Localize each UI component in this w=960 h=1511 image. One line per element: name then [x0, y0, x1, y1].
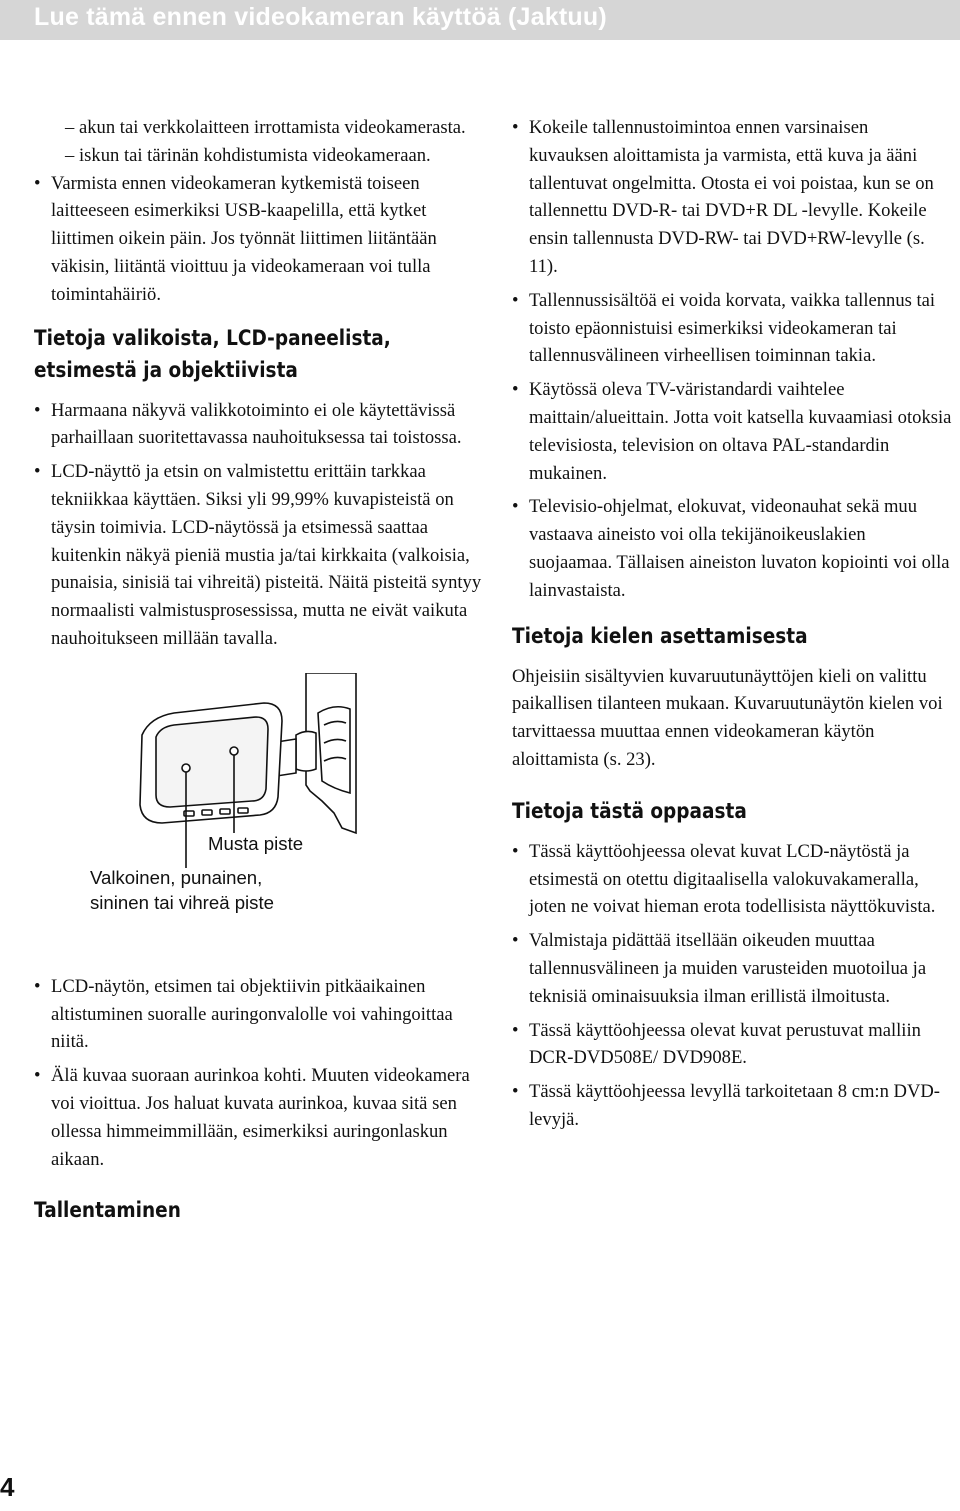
- bullet-lcd-pixels: • LCD-näyttö ja etsin on valmistettu erittäin tarkkaa tekniikkaa käyttäen. Siksi yli 99,99% kuvapisteistä on täysin toimivia. LCD-näytössä ja etsimessä saattaa kuitenkin näkyä pieniä mustia ja/tai kirkkaita (valkoisia, punaisia, sinisiä tai vihreitä) pisteitä. Näitä pisteitä syntyy normaalisti valmistusprosessissa, mutta ne eivät vaikuta nauhoitukseen millään tavalla.: [34, 458, 486, 653]
- dash-item-disconnect: – akun tai verkkolaitteen irrottamista videokamerasta.: [34, 114, 486, 142]
- bullet-sunlight-exposure: • LCD-näytön, etsimen tai objektiivin pitkäaikainen altistuminen suoralle auringonvalolle voi vahingoittaa niitä.: [34, 973, 486, 1056]
- bullet-manual-images: • Tässä käyttöohjeessa olevat kuvat LCD-näytöstä ja etsimestä on otettu digitaalisella valokuvakameralla, joten ne voivat hieman erota todellisista näyttökuvista.: [512, 838, 952, 921]
- left-column: [34, 114, 486, 1237]
- bullet-grey-menu: • Harmaana näkyvä valikkotoiminto ei ole käytettävissä parhaillaan suoritettavassa nauhoituksessa tai toistossa.: [34, 397, 486, 453]
- lcd-figure: [34, 673, 486, 973]
- heading-recording: Tallentaminen: [34, 1198, 181, 1224]
- bullet-sun-shooting: • Älä kuvaa suoraan aurinkoa kohti. Muuten videokamera voi vioittua. Jos haluat kuvata aurinkoa, kuvaa sitä sen ollessa himmeimmillään, esimerkiksi auringonlaskun aikaan.: [34, 1062, 486, 1173]
- bullet-manufacturer-rights: • Valmistaja pidättää itsellään oikeuden muuttaa tallennusvälineen ja muiden varusteiden muotoilua ja teknisiä ominaisuuksia ilman erillistä ilmoitusta.: [512, 927, 952, 1010]
- right-column: [512, 114, 952, 1134]
- page-number: 4: [0, 1472, 15, 1502]
- bullet-tv-standard: • Käytössä oleva TV-väristandardi vaihtelee maittain/alueittain. Jotta voit katsella kuvaamiasi otoksia televisiosta, television on oltava PAL-standardin mukainen.: [512, 376, 952, 487]
- language-paragraph: Ohjeisiin sisältyvien kuvaruutunäyttöjen kieli on valittu paikallisen tilanteen mukaan. Kuvaruutunäytön kielen voi tarvittaessa muuttaa ennen videokameran käytön aloittamista (s. 23).: [512, 665, 943, 770]
- label-white-pixel-line2: sininen tai vihreä piste: [90, 891, 274, 913]
- bullet-copyright: • Televisio-ohjelmat, elokuvat, videonauhat sekä muu vastaava aineisto voi olla tekijänoikeuslakien suojaamaa. Tällaisen aineiston luvaton kopiointi voi olla lainvastaista.: [512, 493, 952, 604]
- heading-language: Tietoja kielen asettamisesta: [512, 623, 808, 649]
- dash-item-shock: – iskun tai tärinän kohdistumista videokameraan.: [34, 142, 486, 170]
- label-white-pixel-line1: Valkoinen, punainen,: [90, 866, 263, 888]
- bullet-test-recording: • Kokeile tallennustoimintoa ennen varsinaisen kuvauksen aloittamista ja varmista, että kuva ja ääni tallentuvat ongelmitta. Otosta ei voi poistaa, kun se on tallennettu DVD-R- tai DVD+R DL -levylle. Kokeile ensin tallennusta DVD-RW- tai DVD+RW-levylle (s. 11).: [512, 114, 952, 281]
- bullet-model-basis: • Tässä käyttöohjeessa olevat kuvat perustuvat malliin DCR-DVD508E/ DVD908E.: [512, 1017, 952, 1073]
- bullet-disc-definition: • Tässä käyttöohjeessa levyllä tarkoitetaan 8 cm:n DVD-levyjä.: [512, 1078, 952, 1134]
- label-black-pixel: Musta piste: [208, 832, 304, 854]
- heading-menus-lcd: Tietoja valikoista, LCD-paneelista, etsimestä ja objektiivista: [34, 325, 391, 383]
- heading-manual: Tietoja tästä oppaasta: [512, 798, 747, 824]
- page-title: Lue tämä ennen videokameran käyttöä (Jaktuu): [34, 3, 607, 31]
- bullet-connect-cable: • Varmista ennen videokameran kytkemistä toiseen laitteeseen esimerkiksi USB-kaapelilla, että kytket liittimen oikein päin. Jos työnnät liittimen liitäntään väkisin, liitäntä vioittuu ja videokameraan voi tulla toimintahäiriö.: [34, 170, 486, 309]
- header-bar: [0, 0, 960, 40]
- bullet-no-compensation: • Tallennussisältöä ei voida korvata, vaikka tallennus tai toisto epäonnistuisi esimerkiksi videokameran tai tallennusvälineen virheellisen toiminnan takia.: [512, 287, 952, 370]
- camcorder-lcd-illustration: [34, 673, 486, 973]
